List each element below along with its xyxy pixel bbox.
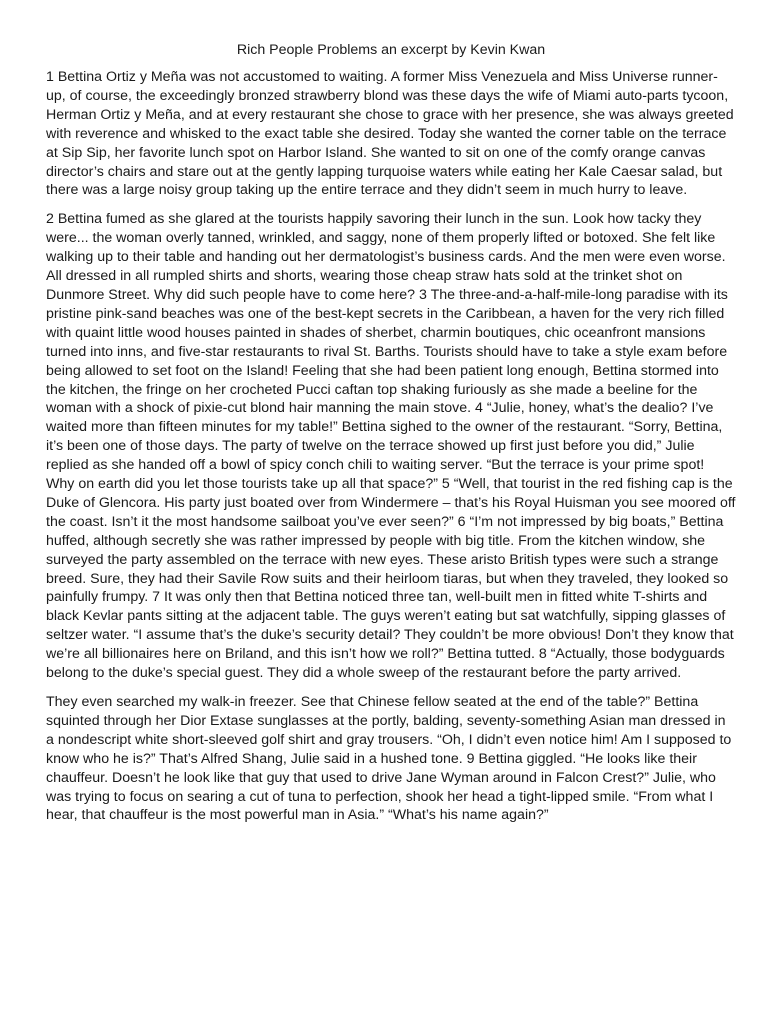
paragraph-1: 1 Bettina Ortiz y Meña was not accustomed to waiting. A former Miss Venezuela and Miss Universe runner-up, of course, the exceedingly bronzed strawberry blond was these days the wife of Miami auto-parts tycoon, Herman Ortiz y Meña, and at every restaurant she chose to grace with her presence, she was always greeted with reverence and whisked to the exact table she desired. Today she wanted the corner table on the terrace at Sip Sip, her favorite lunch spot on Harbor Island. She wanted to sit on one of the comfy orange canvas director’s chairs and stare out at the gently lapping turquoise waters while eating her Kale Caesar salad, but there was a large noisy group taking up the entire terrace and they didn’t seem in much hurry to leave. — [46, 69, 734, 199]
paragraph-3: They even searched my walk-in freezer. See that Chinese fellow seated at the end of the table?” Bettina squinted through her Dior Extase sunglasses at the portly, balding, seventy-something Asian man dressed in a nondescript white short-sleeved golf shirt and gray trousers. “Oh, I didn’t even notice him! Am I supposed to know who he is?” That’s Alfred Shang, Julie said in a hushed tone. 9 Bettina giggled. “He looks like their chauffeur. Doesn’t he look like that guy that used to drive Jane Wyman around in Falcon Crest?” Julie, who was trying to focus on searing a cut of tuna to perfection, shook her head a tight-lipped smile. “From what I hear, that chauffeur is the most powerful man in Asia.” “What’s his name again?” — [46, 694, 732, 824]
document-page — [46, 40, 736, 835]
paragraph-2: 2 Bettina fumed as she glared at the tourists happily savoring their lunch in the sun. Look how tacky they were... the woman overly tanned, wrinkled, and saggy, none of them properly lifted or botoxed. She felt like walking up to their table and handing out her dermatologist’s business cards. And the men were even worse. All dressed in all rumpled shirts and shorts, wearing those cheap straw hats sold at the trinket shot on Dunmore Street. Why did such people have to come here? 3 The three-and-a-half-mile-long paradise with its pristine pink-sand beaches was one of the best-kept secrets in the Caribbean, a haven for the very rich filled with quaint little wood houses painted in shades of sherbet, charmin boutiques, chic oceanfront mansions turned into inns, and five-star restaurants to rival St. Barths. Tourists should have to take a style exam before being allowed to set foot on the Island! Feeling that she had been patient long enough, Bettina stormed into the kitchen, the fringe on her crocheted Pucci caftan top shaking furiously as she made a beeline for the woman with a shock of pixie-cut blond hair manning the main stove. 4 “Julie, honey, what’s the dealio? I’ve waited more than fifteen minutes for my table!” Bettina sighed to the owner of the restaurant. “Sorry, Bettina, it’s been one of those days. The party of twelve on the terrace showed up first just before you did,” Julie replied as she handed off a bowl of spicy conch chili to waiting server. “But the terrace is your prime spot! Why on earth did you let those tourists take up all that space?” 5 “Well, that tourist in the red fishing cap is the Duke of Glencora. His party just boated over from Windermere – that’s his Royal Huisman you see moored off the coast. Isn’t it the most handsome sailboat you’ve ever seen?” 6 “I’m not impressed by big boats,” Bettina huffed, although secretly she was rather impressed by people with big title. From the kitchen window, she surveyed the party assembled on the terrace with new eyes. These aristo British types were such a strange breed. Sure, they had their Savile Row suits and their heirloom tiaras, but when they traveled, they looked so painfully frumpy. 7 It was only then that Bettina noticed three tan, well-built men in fitted white T-shirts and black Kevlar pants sitting at the adjacent table. The guys weren’t eating but sat watchfully, sipping glasses of seltzer water. “I assume that’s the duke’s security detail? They couldn’t be more obvious! Don’t they know that we’re all billionaires here on Briland, and this isn’t how we roll?” Bettina tutted. 8 “Actually, those bodyguards belong to the duke’s special guest. They did a whole sweep of the restaurant before the party arrived. — [46, 211, 736, 682]
document-title: Rich People Problems an excerpt by Kevin Kwan — [236, 42, 546, 58]
